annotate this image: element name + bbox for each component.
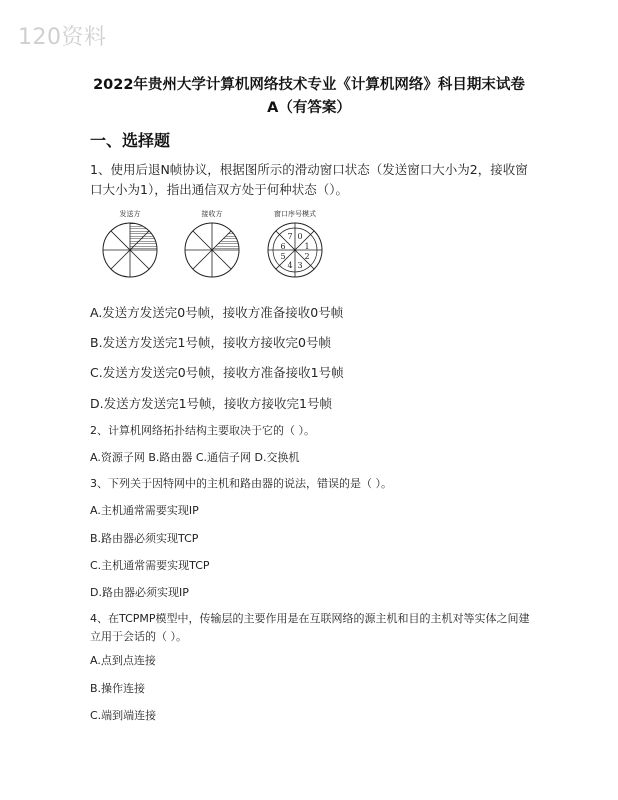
receiver-label: 接收方 (201, 210, 223, 218)
window-label: 窗口序号模式 (274, 210, 316, 218)
seq-7: 7 (287, 232, 293, 241)
window-sequence-circle (268, 223, 322, 277)
question-4-stem: 4、在TCPMP模型中，传输层的主要作用是在互联网络的源主机和目的主机对等实体之间建立用于会话的（ ）。 (90, 612, 530, 643)
title-line-1: 2022年贵州大学计算机网络技术专业《计算机网络》科目期末试卷 (93, 77, 525, 93)
watermark: 120资料 (18, 25, 107, 50)
question-3-option-b: B.路由器必须实现TCP (90, 532, 199, 545)
question-1-option-b: B.发送方发送完1号帧，接收方接收完0号帧 (90, 335, 331, 350)
seq-1: 1 (304, 242, 310, 251)
question-4-option-b: B.操作连接 (90, 682, 146, 695)
sender-label: 发送方 (119, 210, 141, 218)
question-1-option-c: C.发送方发送完0号帧，接收方准备接收1号帧 (90, 365, 344, 380)
seq-6: 6 (280, 242, 286, 251)
seq-5: 5 (280, 252, 286, 261)
sliding-window-figure (100, 206, 340, 280)
seq-0: 0 (297, 232, 303, 241)
section-title: 一、选择题 (90, 131, 171, 150)
question-3-option-d: D.路由器必须实现IP (90, 586, 189, 599)
question-4-option-a: A.点到点连接 (90, 654, 156, 667)
question-1-option-d: D.发送方发送完1号帧，接收方接收完1号帧 (90, 396, 333, 411)
document-title (60, 74, 558, 120)
question-3-option-a: A.主机通常需要实现IP (90, 504, 199, 517)
sender-circle (103, 223, 157, 277)
question-3-stem: 3、下列关于因特网中的主机和路由器的说法，错误的是（ ）。 (90, 477, 392, 490)
seq-2: 2 (304, 252, 310, 261)
seq-4: 4 (287, 261, 293, 270)
seq-3: 3 (297, 261, 303, 270)
question-3-option-c: C.主机通常需要实现TCP (90, 559, 210, 572)
question-1-stem: 1、使用后退N帧协议，根据图所示的滑动窗口状态（发送窗口大小为2，接收窗口大小为1），指出通信双方处于何种状态（）。 (90, 162, 528, 197)
question-2-options: A.资源子网 B.路由器 C.通信子网 D.交换机 (90, 451, 300, 464)
question-4-option-c: C.端到端连接 (90, 709, 157, 722)
question-2-stem: 2、计算机网络拓扑结构主要取决于它的（ ）。 (90, 424, 315, 437)
title-line-2: A（有答案） (267, 100, 351, 116)
receiver-circle (185, 223, 239, 277)
question-1-option-a: A.发送方发送完0号帧，接收方准备接收0号帧 (90, 305, 344, 320)
